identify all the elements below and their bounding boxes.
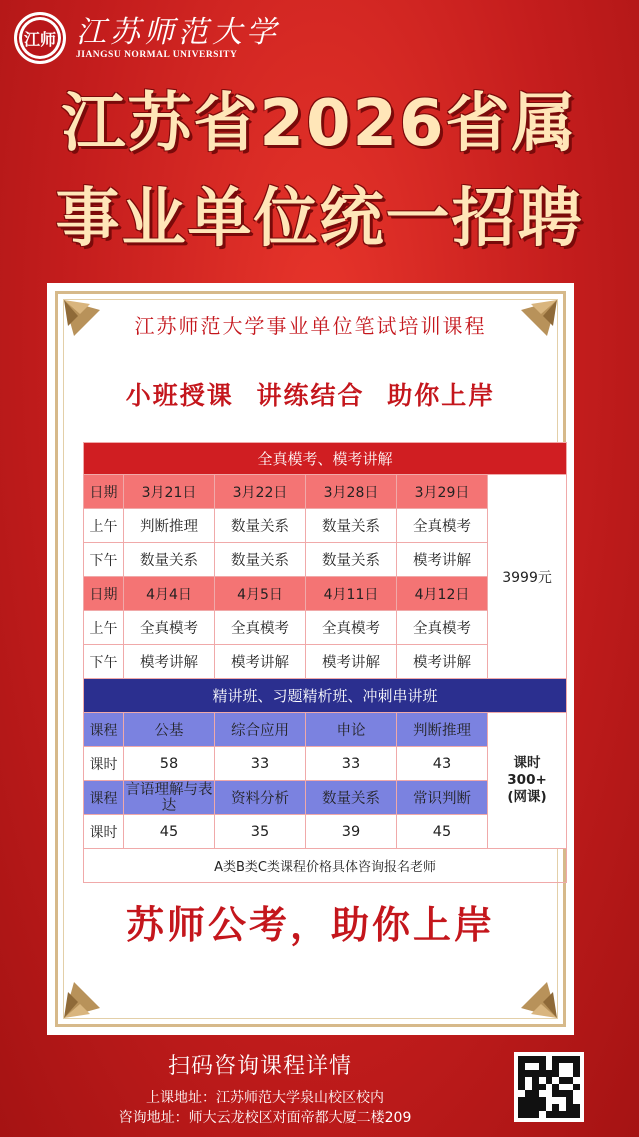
hours-cell: 43 xyxy=(397,747,488,781)
session-cell: 全真模考 xyxy=(397,611,488,645)
hours-cell: 45 xyxy=(397,815,488,849)
qr-pattern xyxy=(518,1056,580,1118)
session-cell: 全真模考 xyxy=(306,611,397,645)
university-emblem-icon xyxy=(14,12,66,64)
logo-chinese-name: 江苏师范大学 xyxy=(76,15,280,50)
headline-line-1: 江苏省2026省属 xyxy=(61,87,578,161)
hours-cell: 33 xyxy=(306,747,397,781)
section-header-courses xyxy=(84,679,567,713)
university-logo xyxy=(14,10,280,66)
session-cell: 数量关系 xyxy=(124,543,215,577)
course-cell: 资料分析 xyxy=(215,781,306,815)
course-row xyxy=(84,713,567,747)
session-cell: 数量关系 xyxy=(306,543,397,577)
row-label: 下午 xyxy=(84,645,124,679)
row-label: 日期 xyxy=(84,475,124,509)
course-title: 江苏师范大学事业单位笔试培训课程 xyxy=(134,314,487,338)
hours-cell: 39 xyxy=(306,815,397,849)
session-cell: 全真模考 xyxy=(124,611,215,645)
total-hours-cell xyxy=(488,713,567,849)
leaf-ornament-icon xyxy=(499,960,561,1022)
row-label: 下午 xyxy=(84,543,124,577)
date-cell: 4月5日 xyxy=(215,577,306,611)
session-cell: 模考讲解 xyxy=(124,645,215,679)
bottom-slogan: 苏师公考，助你上岸 xyxy=(125,903,495,947)
price-cell: 3999元 xyxy=(488,475,567,679)
row-label: 课程 xyxy=(84,781,124,815)
hours-cell: 58 xyxy=(124,747,215,781)
session-cell: 数量关系 xyxy=(215,509,306,543)
row-label: 上午 xyxy=(84,509,124,543)
session-cell: 判断推理 xyxy=(124,509,215,543)
course-cell: 综合应用 xyxy=(215,713,306,747)
note-row xyxy=(84,849,567,883)
course-cell: 言语理解与表达 xyxy=(125,781,213,814)
total-hours-format: (网课) xyxy=(507,789,547,805)
row-label: 课时 xyxy=(84,747,124,781)
teaching-slogan: 小班授课 讲练结合 助你上岸 xyxy=(125,381,496,410)
leaf-ornament-icon xyxy=(60,960,122,1022)
course-cell: 公基 xyxy=(124,713,215,747)
date-cell: 4月12日 xyxy=(397,577,488,611)
date-cell: 3月29日 xyxy=(397,475,488,509)
card-frame xyxy=(55,291,566,1027)
consult-address: 咨询地址：师大云龙校区对面帝都大厦二楼209 xyxy=(118,1110,412,1126)
session-cell: 全真模考 xyxy=(215,611,306,645)
session-cell: 模考讲解 xyxy=(215,645,306,679)
course-cell: 数量关系 xyxy=(306,781,397,815)
date-cell: 4月11日 xyxy=(306,577,397,611)
session-cell: 模考讲解 xyxy=(397,645,488,679)
emblem-seal: 江师 xyxy=(22,20,58,56)
row-label: 上午 xyxy=(84,611,124,645)
date-cell: 4月4日 xyxy=(124,577,215,611)
logo-english-name: JIANGSU NORMAL UNIVERSITY xyxy=(76,50,238,60)
row-label: 课程 xyxy=(84,713,124,747)
class-address: 上课地址：江苏师范大学泉山校区校内 xyxy=(146,1090,384,1106)
pricing-note: A类B类C类课程价格具体咨询报名老师 xyxy=(84,849,567,883)
row-label: 课时 xyxy=(84,815,124,849)
hours-cell: 35 xyxy=(215,815,306,849)
session-cell: 数量关系 xyxy=(215,543,306,577)
row-label: 日期 xyxy=(84,577,124,611)
date-cell: 3月22日 xyxy=(215,475,306,509)
date-cell: 3月21日 xyxy=(124,475,215,509)
course-cell: 常识判断 xyxy=(397,781,488,815)
course-card xyxy=(47,283,574,1035)
hours-cell: 45 xyxy=(124,815,215,849)
hours-cell: 33 xyxy=(215,747,306,781)
schedule-table xyxy=(83,442,567,883)
session-cell: 数量关系 xyxy=(306,509,397,543)
date-cell: 3月28日 xyxy=(306,475,397,509)
qr-code-icon[interactable] xyxy=(514,1052,584,1122)
date-row xyxy=(84,475,567,509)
course-cell: 申论 xyxy=(306,713,397,747)
footer-title: 扫码咨询课程详情 xyxy=(167,1054,352,1079)
section-title: 精讲班、习题精析班、冲刺串讲班 xyxy=(84,679,567,713)
headline-line-2: 事业单位统一招聘 xyxy=(55,182,584,256)
section-header-mock-exam xyxy=(84,443,567,475)
session-cell: 模考讲解 xyxy=(397,543,488,577)
course-cell: 判断推理 xyxy=(397,713,488,747)
section-title: 全真模考、模考讲解 xyxy=(84,443,567,475)
session-cell: 全真模考 xyxy=(397,509,488,543)
logo-text xyxy=(76,16,280,60)
session-cell: 模考讲解 xyxy=(306,645,397,679)
total-hours-value: 300+ xyxy=(507,772,547,788)
total-hours-label: 课时 xyxy=(513,755,541,771)
